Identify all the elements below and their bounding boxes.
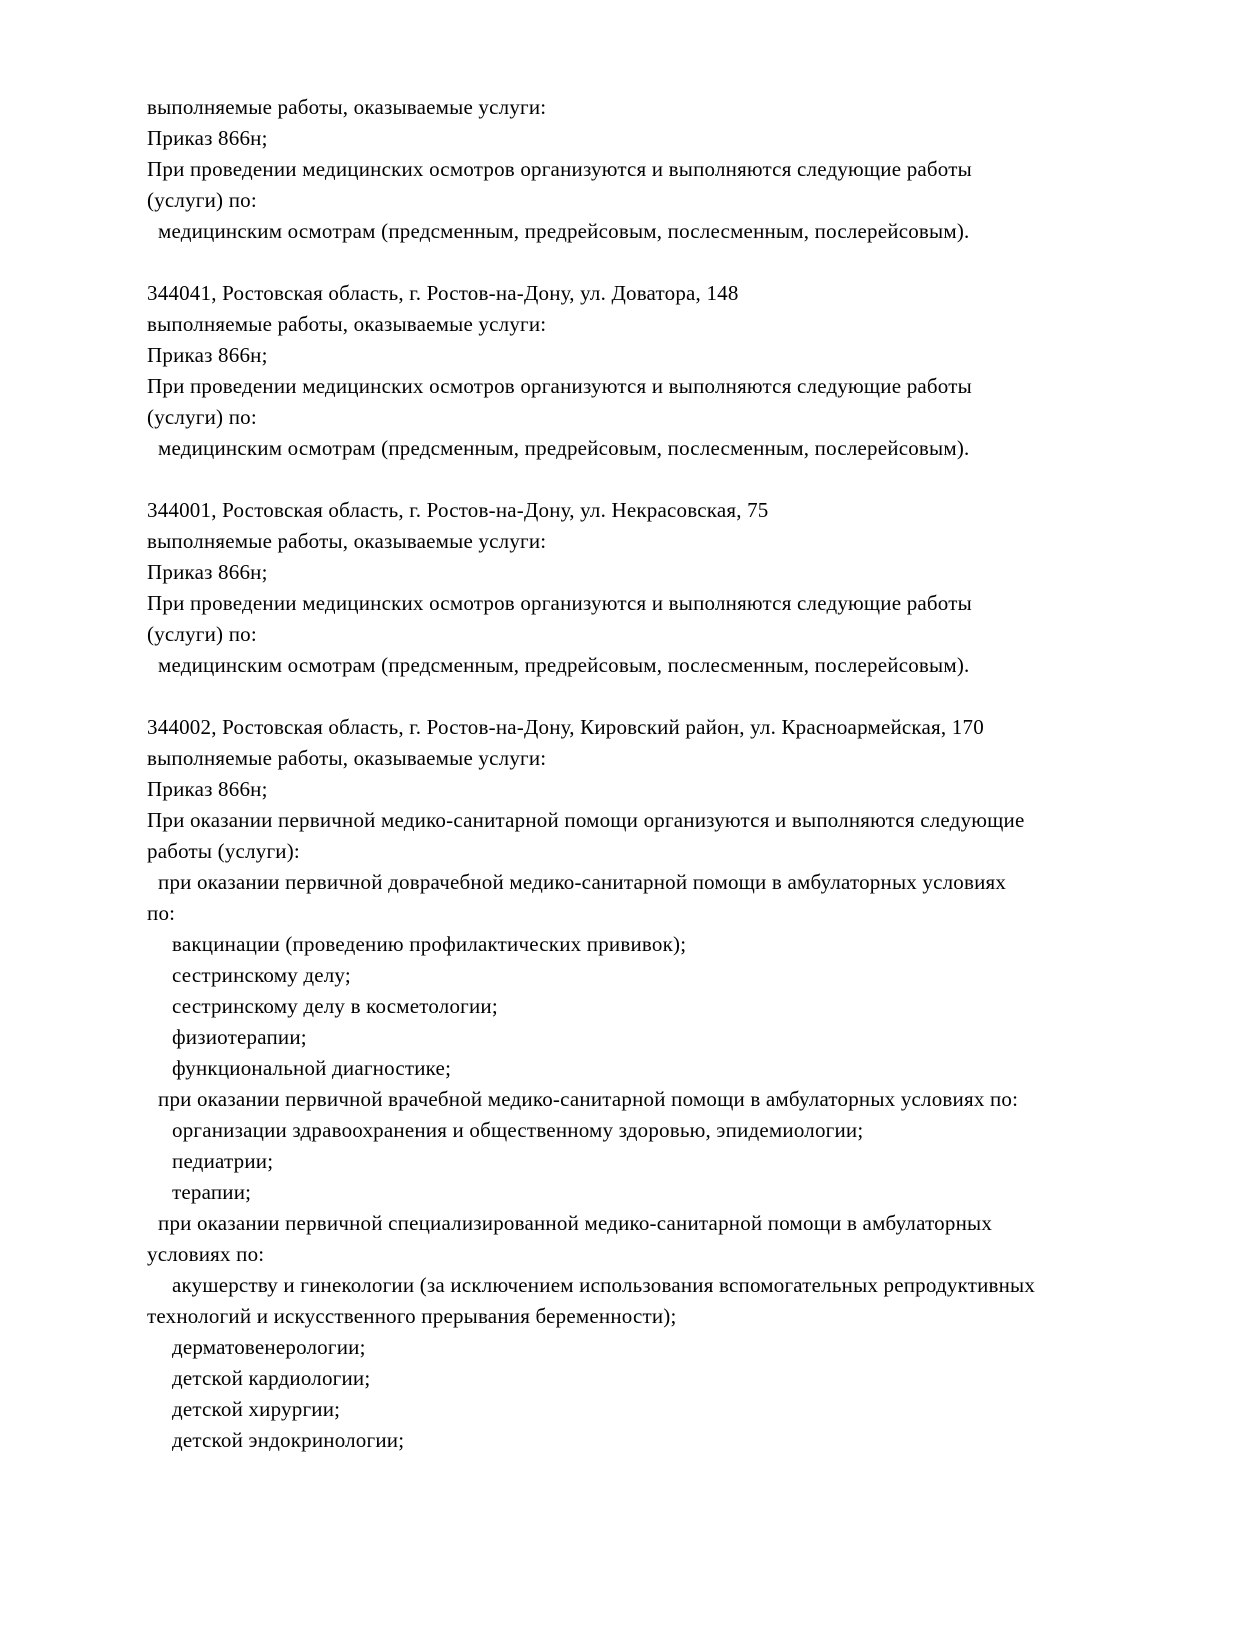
document-content — [147, 92, 1227, 1456]
license-section — [147, 712, 1227, 1456]
text-line: работы (услуги): — [147, 839, 300, 863]
address-line: 344041, Ростовская область, г. Ростов-на-Дону, ул. Доватора, 148 — [147, 281, 739, 305]
text-line: (услуги) по: — [147, 405, 257, 429]
text-line: При оказании первичной медико-санитарной помощи организуются и выполняются следующие — [147, 808, 1025, 832]
text-line: дерматовенерологии; — [172, 1335, 366, 1359]
text-line: при оказании первичной доврачебной медико-санитарной помощи в амбулаторных условиях — [158, 870, 1007, 894]
license-section — [147, 278, 1227, 464]
text-line: терапии; — [172, 1180, 252, 1204]
text-line: сестринскому делу в косметологии; — [172, 994, 498, 1018]
text-line: физиотерапии; — [172, 1025, 307, 1049]
text-line: педиатрии; — [172, 1149, 274, 1173]
text-line: При проведении медицинских осмотров организуются и выполняются следующие работы — [147, 374, 972, 398]
text-line: Приказ 866н; — [147, 343, 268, 367]
text-line: (услуги) по: — [147, 622, 257, 646]
text-line: медицинским осмотрам (предсменным, предрейсовым, послесменным, послерейсовым). — [158, 653, 970, 677]
text-line: детской кардиологии; — [172, 1366, 371, 1390]
text-line: вакцинации (проведению профилактических прививок); — [172, 932, 687, 956]
text-line: Приказ 866н; — [147, 777, 268, 801]
text-line: акушерству и гинекологии (за исключением использования вспомогательных репродуктивных — [172, 1273, 1036, 1297]
address-line: 344001, Ростовская область, г. Ростов-на-Дону, ул. Некрасовская, 75 — [147, 498, 769, 522]
license-section — [147, 495, 1227, 681]
text-line: выполняемые работы, оказываемые услуги: — [147, 529, 547, 553]
text-line: при оказании первичной врачебной медико-санитарной помощи в амбулаторных условиях по: — [158, 1087, 1019, 1111]
text-line: медицинским осмотрам (предсменным, предрейсовым, послесменным, послерейсовым). — [158, 219, 970, 243]
text-line: сестринскому делу; — [172, 963, 351, 987]
text-line: медицинским осмотрам (предсменным, предрейсовым, послесменным, послерейсовым). — [158, 436, 970, 460]
text-line: детской хирургии; — [172, 1397, 341, 1421]
text-line: функциональной диагностике; — [172, 1056, 452, 1080]
text-line: по: — [147, 901, 176, 925]
address-line: 344002, Ростовская область, г. Ростов-на-Дону, Кировский район, ул. Красноармейская, 170 — [147, 715, 984, 739]
text-line: (услуги) по: — [147, 188, 257, 212]
text-line: технологий и искусственного прерывания беременности); — [147, 1304, 677, 1328]
text-line: детской эндокринологии; — [172, 1428, 405, 1452]
text-line: выполняемые работы, оказываемые услуги: — [147, 95, 547, 119]
text-line: выполняемые работы, оказываемые услуги: — [147, 312, 547, 336]
text-line: Приказ 866н; — [147, 560, 268, 584]
text-line: Приказ 866н; — [147, 126, 268, 150]
text-line: При проведении медицинских осмотров организуются и выполняются следующие работы — [147, 591, 972, 615]
text-line: условиях по: — [147, 1242, 265, 1266]
text-line: организации здравоохранения и общественному здоровью, эпидемиологии; — [172, 1118, 864, 1142]
text-line: выполняемые работы, оказываемые услуги: — [147, 746, 547, 770]
text-line: При проведении медицинских осмотров организуются и выполняются следующие работы — [147, 157, 972, 181]
text-line: при оказании первичной специализированной медико-санитарной помощи в амбулаторных — [158, 1211, 993, 1235]
license-section — [147, 92, 1227, 247]
